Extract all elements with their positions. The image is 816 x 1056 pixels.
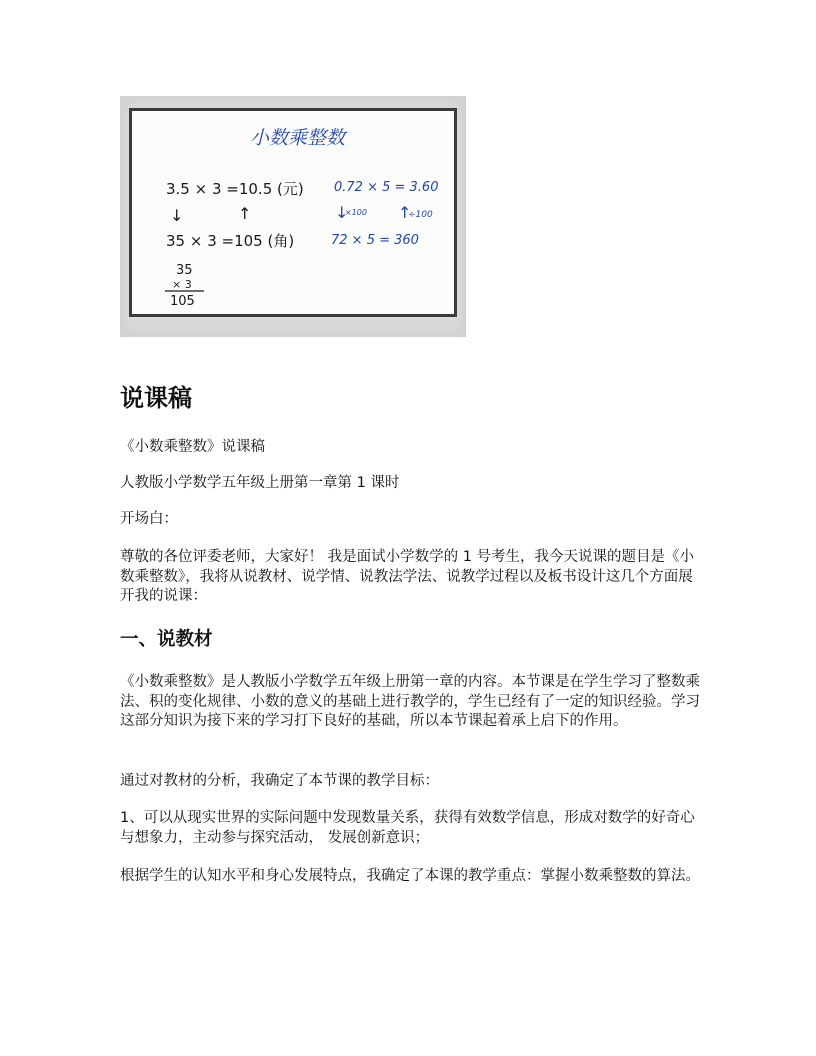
board-right-line2: 72 × 5 = 360 xyxy=(331,233,419,248)
board-right-note-divide: ÷100 xyxy=(408,210,433,220)
section-heading-textbook: 一、说教材 xyxy=(120,629,213,650)
board-vertical-mult: × 3 xyxy=(172,278,192,291)
board-left-arrow-down: ↓ xyxy=(170,206,184,225)
board-right-note-times: ×100 xyxy=(345,208,367,217)
whiteboard-photo xyxy=(120,96,466,337)
teaching-goal-intro: 通过对教材的分析，我确定了本节课的教学目标： xyxy=(120,773,439,789)
whiteboard xyxy=(129,108,457,317)
board-vertical-top: 35 xyxy=(176,263,193,278)
opening-text: 尊敬的各位评委老师，大家好！ 我是面试小学数学的 1 号考生，我今天说课的题目是《小数乘整数》，我将从说教材、说学情、说教法学法、说教学过程以及板书设计这几个方面展开我的说课： xyxy=(120,549,695,604)
document-title: 说课稿 xyxy=(120,384,192,412)
board-right-arrow-down: ↓ xyxy=(335,203,349,222)
document-subtitle: 《小数乘整数》说课稿 xyxy=(120,439,265,455)
textbook-paragraph: 《小数乘整数》是人教版小学数学五年级上册第一章的内容。本节课是在学生学习了整数乘法、积的变化规律、小数的意义的基础上进行教学的，学生已经有了一定的知识经验。学习这部分知识为接下来的学习打下良好的基础，所以本节课起着承上启下的作用。 xyxy=(120,674,700,729)
board-right-arrow-up: ↑ xyxy=(398,203,412,222)
board-left-line2: 35 × 3 =105 (角) xyxy=(166,232,295,250)
edition-line: 人教版小学数学五年级上册第一章第 1 课时 xyxy=(120,475,400,491)
board-left-arrow-up: ↑ xyxy=(238,204,252,223)
teaching-key-point: 根据学生的认知水平和身心发展特点，我确定了本课的教学重点：掌握小数乘整数的算法。 xyxy=(120,868,700,884)
board-left-line1: 3.5 × 3 =10.5 (元) xyxy=(166,180,304,198)
board-title: 小数乘整数 xyxy=(250,127,346,149)
board-vertical-result: 105 xyxy=(170,294,195,309)
whiteboard-writing xyxy=(132,111,454,314)
opening-label: 开场白： xyxy=(120,511,178,527)
board-right-line1: 0.72 × 5 = 3.60 xyxy=(334,180,439,195)
teaching-goal-1: 1、可以从现实世界的实际问题中发现数量关系，获得有效数学信息，形成对数学的好奇心与想象力，主动参与探究活动， 发展创新意识； xyxy=(120,810,695,846)
